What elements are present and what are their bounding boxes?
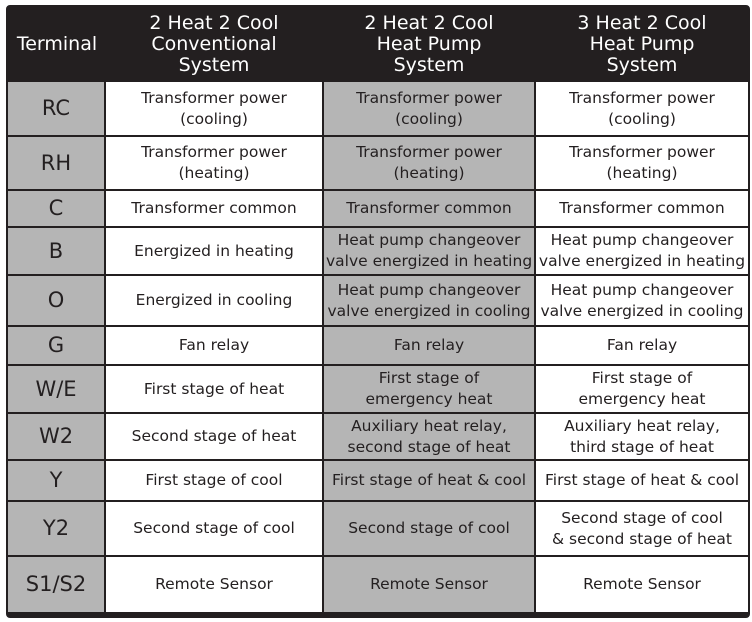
terminal-cell: RC: [8, 82, 106, 135]
heat-pump-3h-cell: Heat pump changeover valve energized in cooling: [536, 274, 748, 325]
heat-pump-2h-cell: Remote Sensor: [322, 555, 536, 612]
heat-pump-2h-cell: Heat pump changeover valve energized in heating: [322, 226, 536, 274]
heat-pump-3h-cell: Auxiliary heat relay, third stage of heat: [536, 412, 748, 459]
table-row-o: [8, 274, 748, 325]
heat-pump-3h-cell: Second stage of cool & second stage of heat: [536, 500, 748, 555]
terminal-cell: G: [8, 325, 106, 364]
conventional-cell: Transformer power (heating): [106, 135, 322, 189]
terminal-cell: Y2: [8, 500, 106, 555]
heat-pump-3h-cell: First stage of emergency heat: [536, 364, 748, 412]
heat-pump-2h-cell: First stage of emergency heat: [322, 364, 536, 412]
table-row-c: [8, 189, 748, 226]
table-row-w-e: [8, 364, 748, 412]
table-row-w2: [8, 412, 748, 459]
header-conventional-system: 2 Heat 2 Cool Conventional System: [106, 7, 322, 82]
header-terminal: Terminal: [8, 7, 106, 82]
terminal-cell: O: [8, 274, 106, 325]
conventional-cell: Transformer common: [106, 189, 322, 226]
heat-pump-2h-cell: Fan relay: [322, 325, 536, 364]
terminal-cell: RH: [8, 135, 106, 189]
heat-pump-3h-cell: Transformer common: [536, 189, 748, 226]
conventional-cell: Remote Sensor: [106, 555, 322, 612]
heat-pump-3h-cell: Heat pump changeover valve energized in heating: [536, 226, 748, 274]
table-row-rh: [8, 135, 748, 189]
table-row-y: [8, 459, 748, 500]
terminal-cell: S1/S2: [8, 555, 106, 612]
header-2h2c-heat-pump: 2 Heat 2 Cool Heat Pump System: [322, 7, 536, 82]
header-3h2c-heat-pump: 3 Heat 2 Cool Heat Pump System: [536, 7, 748, 82]
conventional-cell: Fan relay: [106, 325, 322, 364]
terminal-cell: B: [8, 226, 106, 274]
table-row-s1-s2: [8, 555, 748, 612]
heat-pump-3h-cell: Transformer power (heating): [536, 135, 748, 189]
conventional-cell: First stage of heat: [106, 364, 322, 412]
heat-pump-2h-cell: First stage of heat & cool: [322, 459, 536, 500]
heat-pump-2h-cell: Heat pump changeover valve energized in cooling: [322, 274, 536, 325]
header-row: [8, 7, 748, 82]
heat-pump-3h-cell: First stage of heat & cool: [536, 459, 748, 500]
heat-pump-2h-cell: Transformer common: [322, 189, 536, 226]
conventional-cell: Second stage of cool: [106, 500, 322, 555]
heat-pump-3h-cell: Transformer power (cooling): [536, 82, 748, 135]
conventional-cell: Energized in cooling: [106, 274, 322, 325]
terminal-cell: W/E: [8, 364, 106, 412]
terminal-wiring-table: [8, 7, 748, 612]
table-row-y2: [8, 500, 748, 555]
heat-pump-3h-cell: Remote Sensor: [536, 555, 748, 612]
table-row-b: [8, 226, 748, 274]
conventional-cell: First stage of cool: [106, 459, 322, 500]
heat-pump-2h-cell: Transformer power (heating): [322, 135, 536, 189]
heat-pump-3h-cell: Fan relay: [536, 325, 748, 364]
terminal-cell: W2: [8, 412, 106, 459]
conventional-cell: Second stage of heat: [106, 412, 322, 459]
heat-pump-2h-cell: Auxiliary heat relay, second stage of heat: [322, 412, 536, 459]
terminal-cell: Y: [8, 459, 106, 500]
heat-pump-2h-cell: Second stage of cool: [322, 500, 536, 555]
table-row-g: [8, 325, 748, 364]
terminal-wiring-table-frame: [6, 5, 750, 618]
conventional-cell: Energized in heating: [106, 226, 322, 274]
heat-pump-2h-cell: Transformer power (cooling): [322, 82, 536, 135]
conventional-cell: Transformer power (cooling): [106, 82, 322, 135]
table-row-rc: [8, 82, 748, 135]
terminal-cell: C: [8, 189, 106, 226]
